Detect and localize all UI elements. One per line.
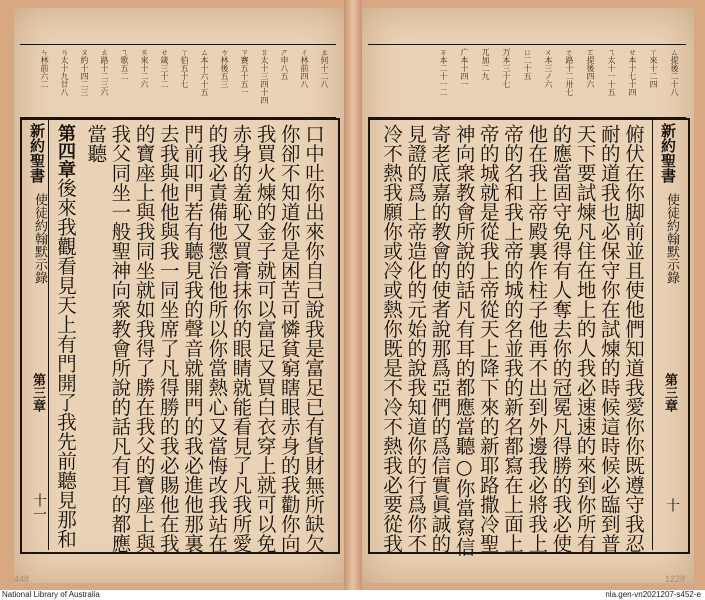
chapter-label-left: 第三章 <box>30 373 45 412</box>
text-column: 你卻不知道你是困苦可憐貧窮瞎眼赤身的我勸你向 <box>277 124 301 553</box>
cross-reference: ㄜ路十二卅七 <box>565 48 574 96</box>
left-header-rule <box>48 118 49 550</box>
text-column: 當聽 <box>84 124 108 163</box>
cross-reference: ㄩ二十五 <box>523 48 532 80</box>
page-number-left: 十一 <box>31 493 47 521</box>
cross-reference: ㄛ提後四六 <box>586 48 595 88</box>
cross-reference: ㄫ加二九 <box>481 48 490 80</box>
library-credit: National Library of Australia <box>2 590 100 599</box>
cross-reference: ㄙ提後二十八 <box>670 48 679 96</box>
text-column: 帝的名和我上帝的城的名並我的新名都寫在上面上 <box>501 124 524 553</box>
cross-reference: ㄖ太十三四十四 <box>260 48 269 104</box>
pencil-note-right: 1228 <box>665 574 686 584</box>
cross-reference: ㄚ來十二四 <box>649 48 658 88</box>
cross-reference: ㄚ伯五十七 <box>180 48 189 88</box>
cross-reference: ㄭ本二十一二 <box>439 48 448 96</box>
text-column: 口中吐你出來你自己說我是富足已有貨財無所缺欠 <box>302 124 325 553</box>
book-title-left: 新約聖書 <box>28 123 46 183</box>
cross-reference: ㄬ本十四一 <box>460 48 469 88</box>
text-column: 耐的道我也必保守你在試煉的時候這時候必臨到普 <box>597 124 621 553</box>
cross-reference: ㄣ林前六二 <box>40 48 49 88</box>
text-column: 門前叩門若有聽見我的聲音就開門的我必進他那裏 <box>181 124 204 553</box>
book-gutter <box>344 0 362 590</box>
right-header-rule <box>652 118 653 550</box>
cross-reference: ㄔ林前四八 <box>300 48 309 88</box>
cross-reference: ㄪ本三十七 <box>502 48 511 88</box>
text-column: 的我必責備他懲治他所以你當熱心又當悔改我站在 <box>205 124 229 553</box>
record-id: nla.gen-vn2021207-s452-e <box>605 590 701 599</box>
cross-reference: ㄟ太十一十五 <box>607 48 616 96</box>
text-column: 寄老底嘉的教會的使者說那爲亞們的爲信實眞誠的 <box>428 124 452 553</box>
cross-reference: ㄟ歌五二 <box>120 48 129 80</box>
book-title-right: 新約聖書 <box>659 123 677 183</box>
book-name-left: 使徒約翰默示錄 <box>32 193 47 284</box>
text-column: 冷不熱我願你或冷或熱你既是不冷不熱我必要從我 <box>380 124 403 553</box>
cross-reference: ㄨ本三ノ六 <box>544 48 553 88</box>
chapter-four-text: 後來我觀看見天上有門開了我先前聽見那和 <box>54 178 77 549</box>
cross-reference: ㄙ本十六十五 <box>200 48 209 96</box>
text-column: 我買火煉的金子就可以富足又買白衣穿上就可以免 <box>253 124 277 553</box>
text-column: 去我與他他與我一同坐席了凡得勝的我必賜他在我 <box>156 124 180 553</box>
pencil-note-left: 448 <box>14 574 30 584</box>
left-page <box>14 8 344 583</box>
right-page <box>362 8 694 583</box>
text-column: 見證的爲上帝造化的元始的說我知道你的行爲你不 <box>404 124 428 553</box>
cross-reference: ㄠ路十二三六 <box>100 48 109 96</box>
chapter-four-marker: 第四章 <box>55 124 76 178</box>
footer-bar <box>0 590 705 600</box>
cross-reference: ㄝ本十七十四 <box>628 48 637 96</box>
text-column: 神向衆教會所說的話凡有耳的都應當聽○你當寫信 <box>452 124 476 557</box>
cross-reference: ㄕ申八五 <box>280 48 289 80</box>
cross-reference: ㄢ太十九廿八 <box>60 48 69 96</box>
cross-reference: ㄝ箴三十二 <box>160 48 169 88</box>
text-column: 赤身的羞恥又買膏抹你的眼睛就能看見了凡我所愛 <box>229 124 253 553</box>
text-column: 天下要試煉凡住在地上的人我必速速的來到你所有 <box>573 124 597 553</box>
chapter-four-column <box>56 124 75 549</box>
cross-reference: ㄡ約十四二三 <box>80 48 89 96</box>
cross-reference: ㄗ賽五十五一 <box>240 48 249 96</box>
text-column: 的寶座上與我同坐就如我得了勝在我父的寶座上與 <box>132 124 156 553</box>
chapter-label-right: 第三章 <box>662 373 677 412</box>
page-number-right: 十 <box>664 498 680 512</box>
text-column: 我父同坐一般聖神向衆教會所說的話凡有耳的都應 <box>108 124 132 553</box>
cross-reference: ㄓ何十二八 <box>320 48 329 88</box>
book-name-right: 使徒約翰默示錄 <box>664 193 679 284</box>
text-column: 帝的城就是從我上帝從天上降下來的新耶路撒冷聖 <box>476 124 500 553</box>
cross-reference: ㄘ林後五三 <box>220 48 229 88</box>
text-column: 他在我上帝殿裏作柱子他再不出到外邊我必將我上 <box>525 124 549 553</box>
cross-reference: ㄞ來十二六 <box>140 48 149 88</box>
text-column: 俯伏在你脚前並且使他們知道我愛你你既遵守我忍 <box>622 124 645 553</box>
text-column: 的應當固守免得有人奪去你的冠冕凡得勝的我必使 <box>549 124 573 553</box>
